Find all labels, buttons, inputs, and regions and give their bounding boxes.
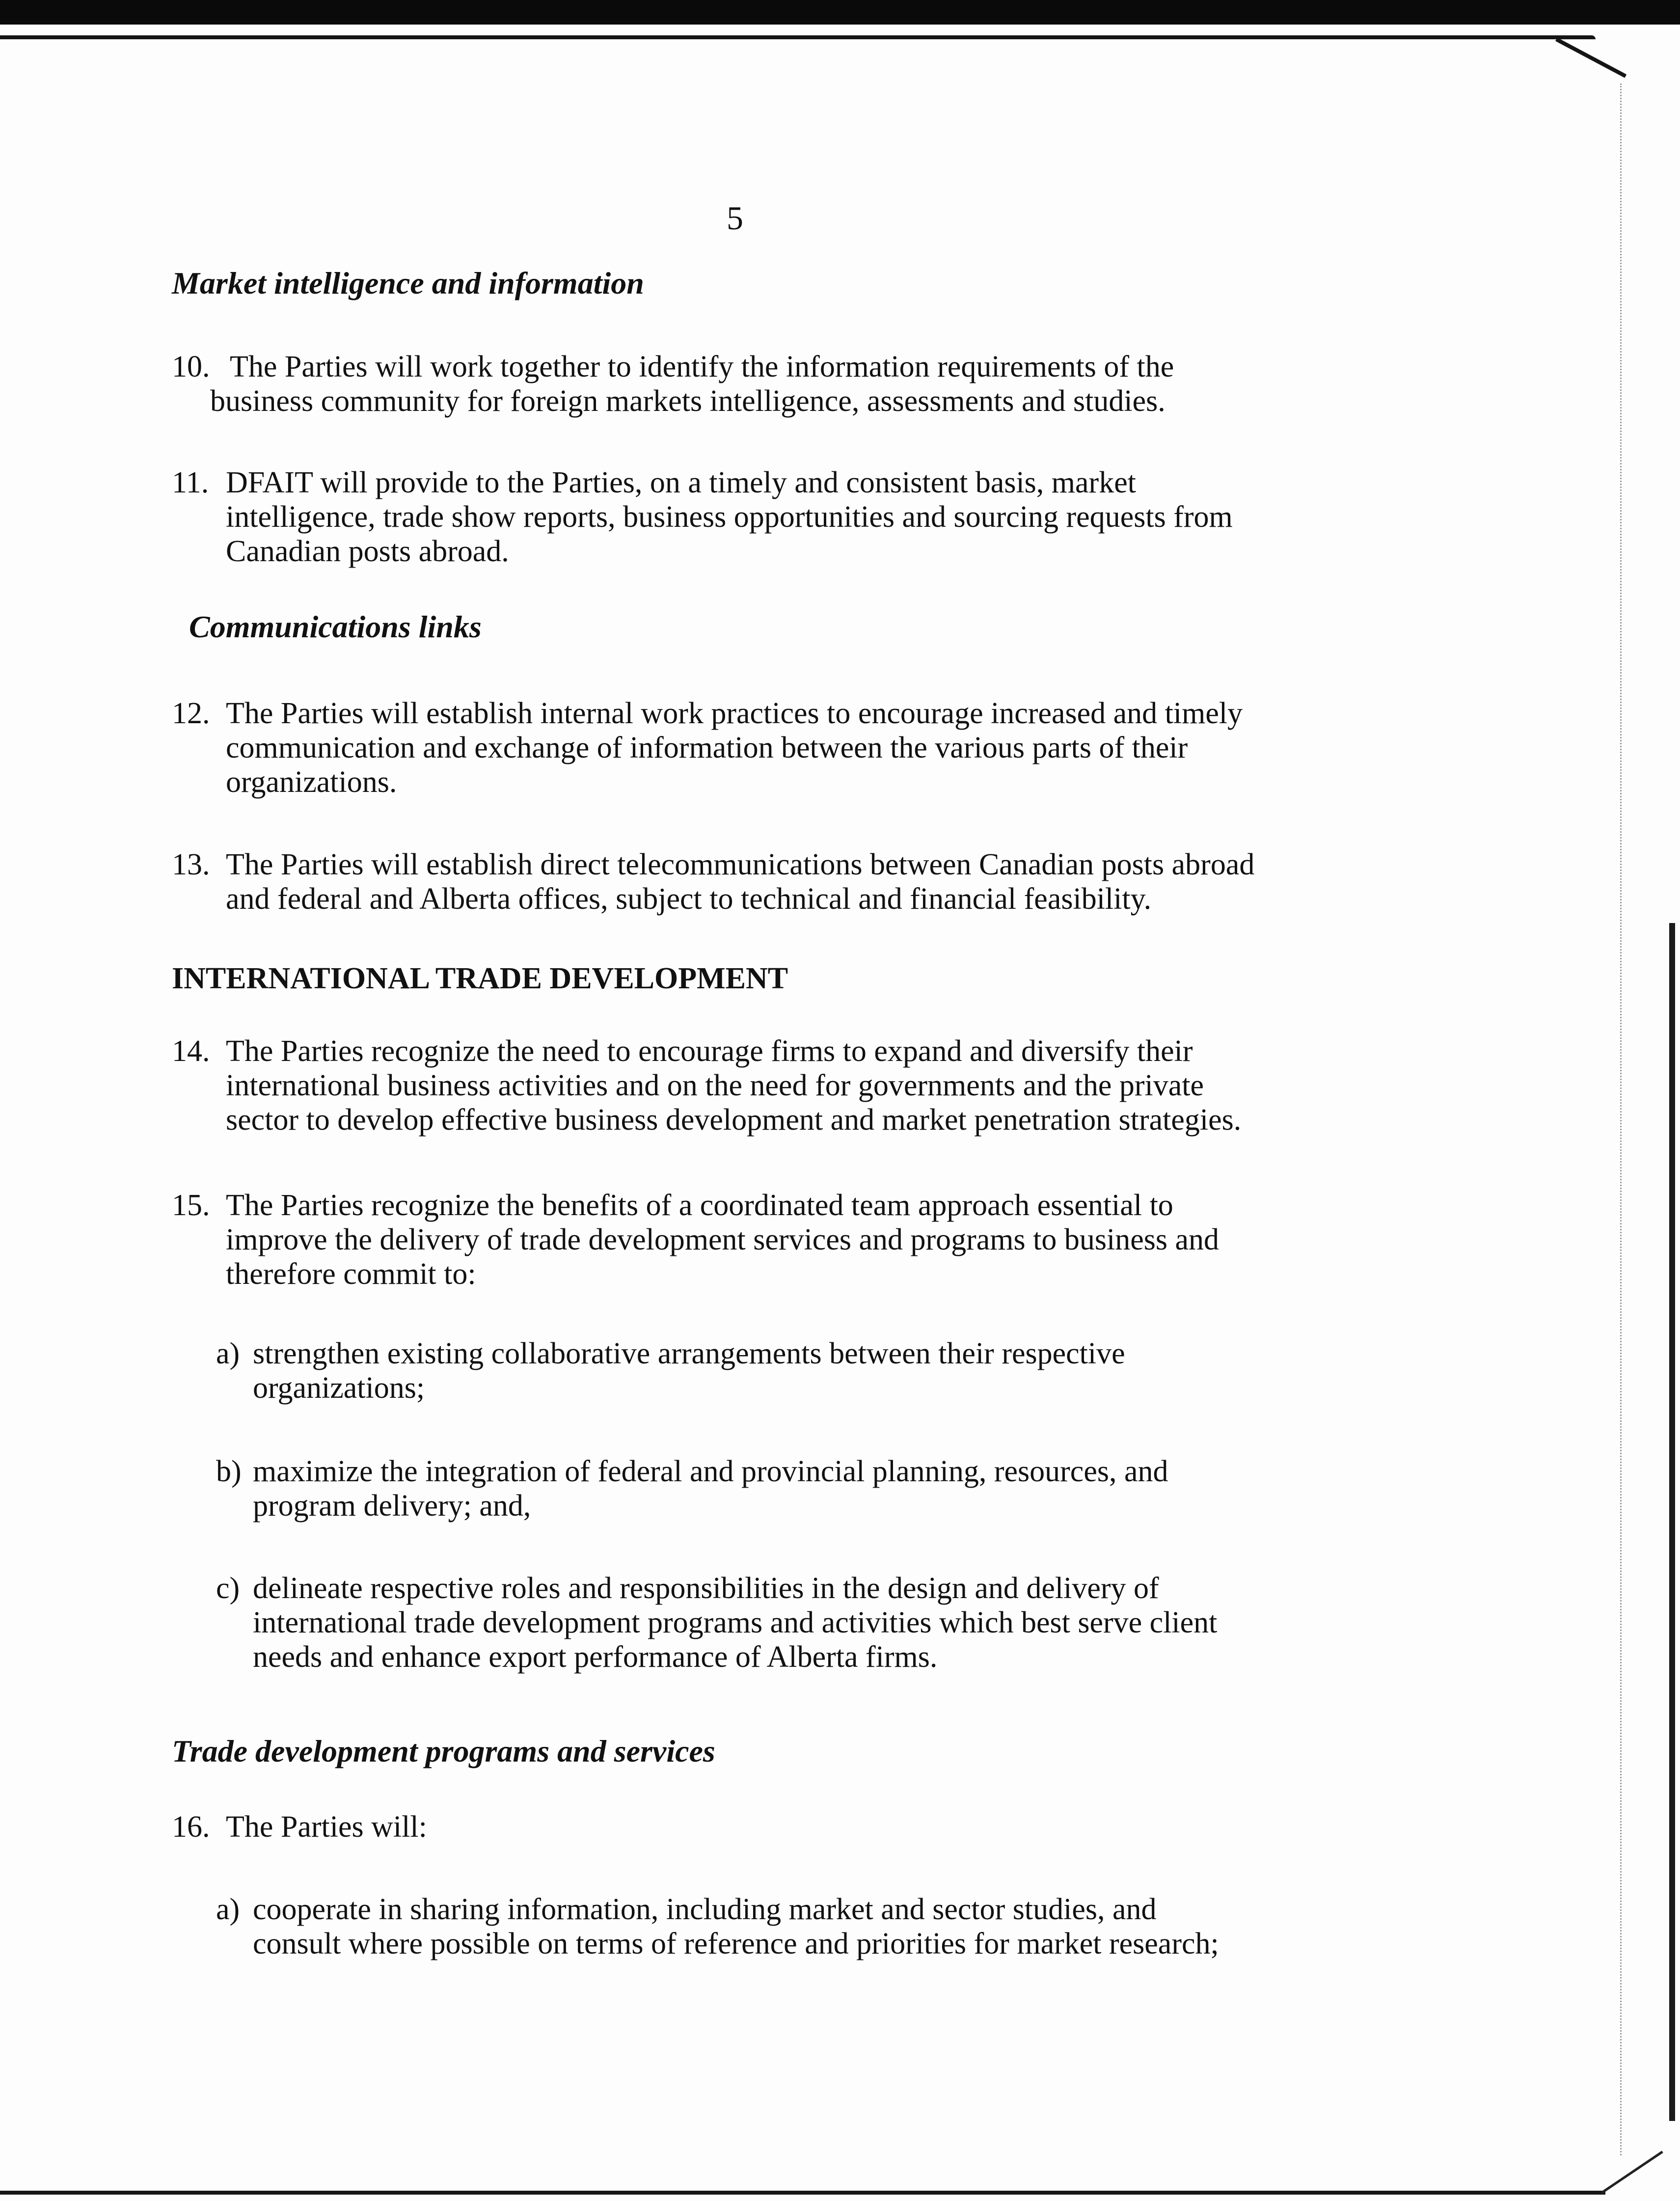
page-right-edge (1620, 83, 1622, 2155)
scan-right-border (1669, 923, 1675, 2121)
item-line: The Parties will establish internal work practices to encourage increased and timely (226, 697, 1243, 730)
item-text (226, 1188, 1219, 1291)
scan-top-border (0, 0, 1680, 25)
item-number: 16. (172, 1810, 210, 1844)
item-line: cooperate in sharing information, including market and sector studies, and (253, 1893, 1157, 1926)
page-number: 5 (727, 199, 743, 237)
item-line: consult where possible on terms of reference and priorities for market research; (253, 1927, 1219, 1960)
item-line: Canadian posts abroad. (226, 535, 509, 568)
item-text (226, 465, 1233, 569)
item-number: 10. (172, 350, 210, 383)
section-heading-international-trade: INTERNATIONAL TRADE DEVELOPMENT (172, 962, 788, 995)
item-line: international business activities and on the need for governments and the private (226, 1069, 1204, 1102)
sub-item-text (253, 1571, 1217, 1674)
item-text (226, 696, 1243, 799)
item-number: 13. (172, 848, 210, 881)
item-text (226, 847, 1254, 916)
item-line: and federal and Alberta offices, subject to technical and financial feasibility. (226, 882, 1152, 916)
sub-item-label: b) (216, 1455, 242, 1488)
item-line: The Parties will: (226, 1810, 427, 1844)
item-text (226, 1810, 427, 1844)
item-line: intelligence, trade show reports, business opportunities and sourcing requests from (226, 500, 1233, 534)
item-line: sector to develop effective business development and market penetration strategies. (226, 1103, 1242, 1137)
sub-item-label: a) (216, 1337, 240, 1370)
item-line: communication and exchange of information between the various parts of their (226, 731, 1188, 764)
item-line: The Parties recognize the benefits of a coordinated team approach essential to (226, 1189, 1173, 1222)
item-line: organizations. (226, 765, 397, 799)
sub-item-text (253, 1336, 1125, 1405)
item-number: 12. (172, 697, 210, 730)
page-bottom-corner (1601, 2151, 1663, 2194)
item-number: 11. (172, 466, 209, 499)
sub-item-label: c) (216, 1572, 240, 1605)
item-line: needs and enhance export performance of Alberta firms. (253, 1640, 938, 1674)
item-line: improve the delivery of trade development services and programs to business and (226, 1223, 1219, 1256)
item-line: therefore commit to: (226, 1257, 476, 1291)
section-heading-market-intelligence: Market intelligence and information (172, 266, 644, 300)
item-line: program delivery; and, (253, 1489, 531, 1522)
item-line: international trade development programs and activities which best serve client (253, 1606, 1218, 1639)
item-line: The Parties recognize the need to encourage firms to expand and diversify their (226, 1034, 1193, 1068)
item-line: strengthen existing collaborative arrangements between their respective (253, 1337, 1125, 1370)
item-text (210, 350, 1174, 418)
section-heading-communications-links: Communications links (189, 609, 482, 644)
item-number: 15. (172, 1189, 210, 1222)
sub-item-label: a) (216, 1893, 240, 1926)
section-heading-trade-programs: Trade development programs and services (172, 1734, 715, 1768)
item-line: maximize the integration of federal and provincial planning, resources, and (253, 1455, 1168, 1488)
item-line: delineate respective roles and responsibilities in the design and delivery of (253, 1572, 1159, 1605)
sub-item-text (253, 1892, 1219, 1961)
item-number: 14. (172, 1034, 210, 1068)
item-line: DFAIT will provide to the Parties, on a timely and consistent basis, market (226, 466, 1136, 499)
page-top-edge (0, 35, 1596, 39)
item-line: organizations; (253, 1371, 425, 1405)
item-line: business community for foreign markets intelligence, assessments and studies. (210, 384, 1165, 418)
item-line: The Parties will establish direct telecommunications between Canadian posts abroad (226, 848, 1255, 881)
sub-item-text (253, 1454, 1168, 1523)
item-text (226, 1034, 1241, 1137)
page-bottom-edge (0, 2191, 1605, 2195)
page-corner-curl (1555, 37, 1626, 78)
item-line: The Parties will work together to identify the information requirements of the (230, 350, 1174, 383)
